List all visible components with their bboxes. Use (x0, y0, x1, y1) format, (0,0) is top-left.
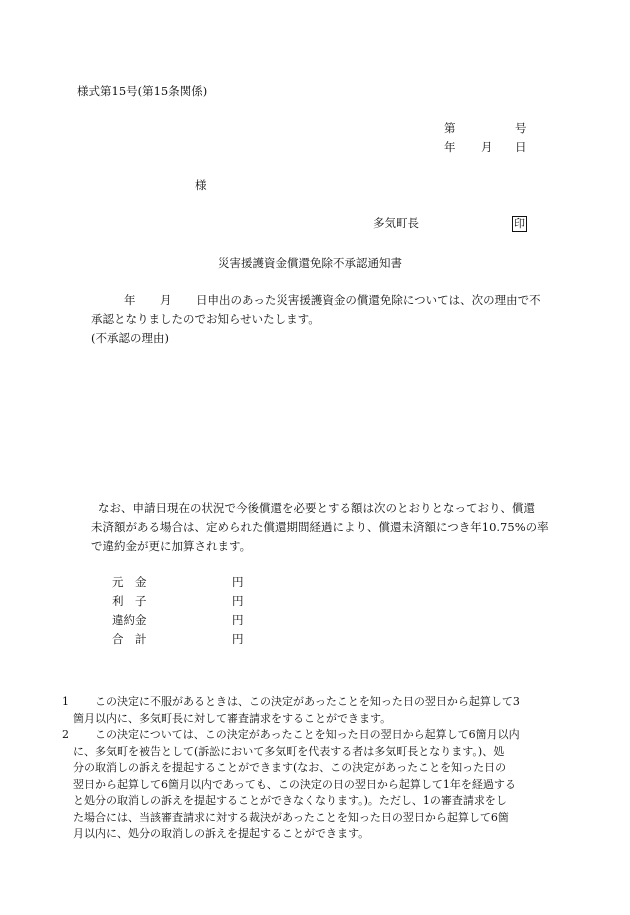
amount-label: 利 子 (112, 594, 147, 608)
amount-label: 違約金 (112, 613, 147, 627)
note-line: と処分の取消しの訴えを提起することができなくなります。)。ただし、1の審査請求をし (73, 794, 507, 807)
body-month-label: 月 (160, 293, 172, 307)
note-number: 1 (62, 695, 69, 708)
amount-row-principal (112, 574, 252, 592)
amount-unit: 円 (232, 632, 244, 646)
body-line-1: 日申出のあった災害援護資金の償還免除については、次の理由で不 (196, 293, 541, 307)
amount-row-total (112, 631, 252, 649)
notice-line-1: なお、申請日現在の状況で今後償還を必要とする額は次のとおりとなっており、償還 (98, 501, 535, 515)
note-2 (62, 727, 582, 843)
seal-mark: 印 (514, 217, 525, 230)
issuer-name: 多気町長 (373, 216, 419, 230)
note-number: 2 (62, 728, 69, 741)
date-month-label: 月 (481, 140, 493, 154)
note-line: この決定については、この決定があったことを知った日の翌日から起算して6箇月以内 (95, 728, 520, 741)
issuer-seal (512, 215, 527, 232)
note-line: 月以内に、処分の取消しの訴えを提起することができます。 (73, 827, 370, 840)
notice-line-3: で違約金が更に加算されます。 (91, 539, 252, 553)
doc-number-go: 号 (515, 121, 527, 135)
amount-label: 合 計 (112, 632, 147, 646)
note-line: この決定に不服があるときは、この決定があったことを知った日の翌日から起算して3 (95, 695, 520, 708)
document-title: 災害援護資金償還免除不承認通知書 (218, 256, 402, 270)
addressee-suffix: 様 (195, 178, 207, 192)
doc-number-dai: 第 (444, 121, 456, 135)
reason-heading: (不承認の理由) (91, 331, 169, 345)
notice-line-2: 未済額がある場合は、定められた償還期間経過により、償還未済額につき年10.75%の率 (91, 520, 549, 534)
amount-row-penalty (112, 612, 252, 630)
note-line: 箇月以内に、多気町長に対して審査請求をすることができます。 (73, 711, 392, 725)
note-line: 分の取消しの訴えを提起することができます(なお、この決定があったことを知った日の (73, 761, 507, 774)
amount-unit: 円 (232, 575, 244, 589)
body-year-label: 年 (124, 293, 136, 307)
note-line: た場合には、当該審査請求に対する裁決があったことを知った日の翌日から起算して6箇 (73, 810, 509, 824)
amount-unit: 円 (232, 594, 244, 608)
amount-row-interest (112, 593, 252, 611)
amount-unit: 円 (232, 613, 244, 627)
note-1 (62, 694, 582, 727)
body-line-2: 承認となりましたのでお知らせいたします。 (91, 312, 320, 326)
date-day-label: 日 (515, 140, 527, 154)
date-year-label: 年 (444, 140, 456, 154)
note-line: 翌日から起算して6箇月以内であっても、この決定の日の翌日から起算して1年を経過する (73, 777, 516, 791)
form-number: 様式第15号(第15条関係) (77, 84, 208, 98)
amount-label: 元 金 (112, 575, 147, 589)
note-line: に、多気町を被告として(訴訟において多気町を代表する者は多気町長となります。)、処 (73, 744, 505, 758)
